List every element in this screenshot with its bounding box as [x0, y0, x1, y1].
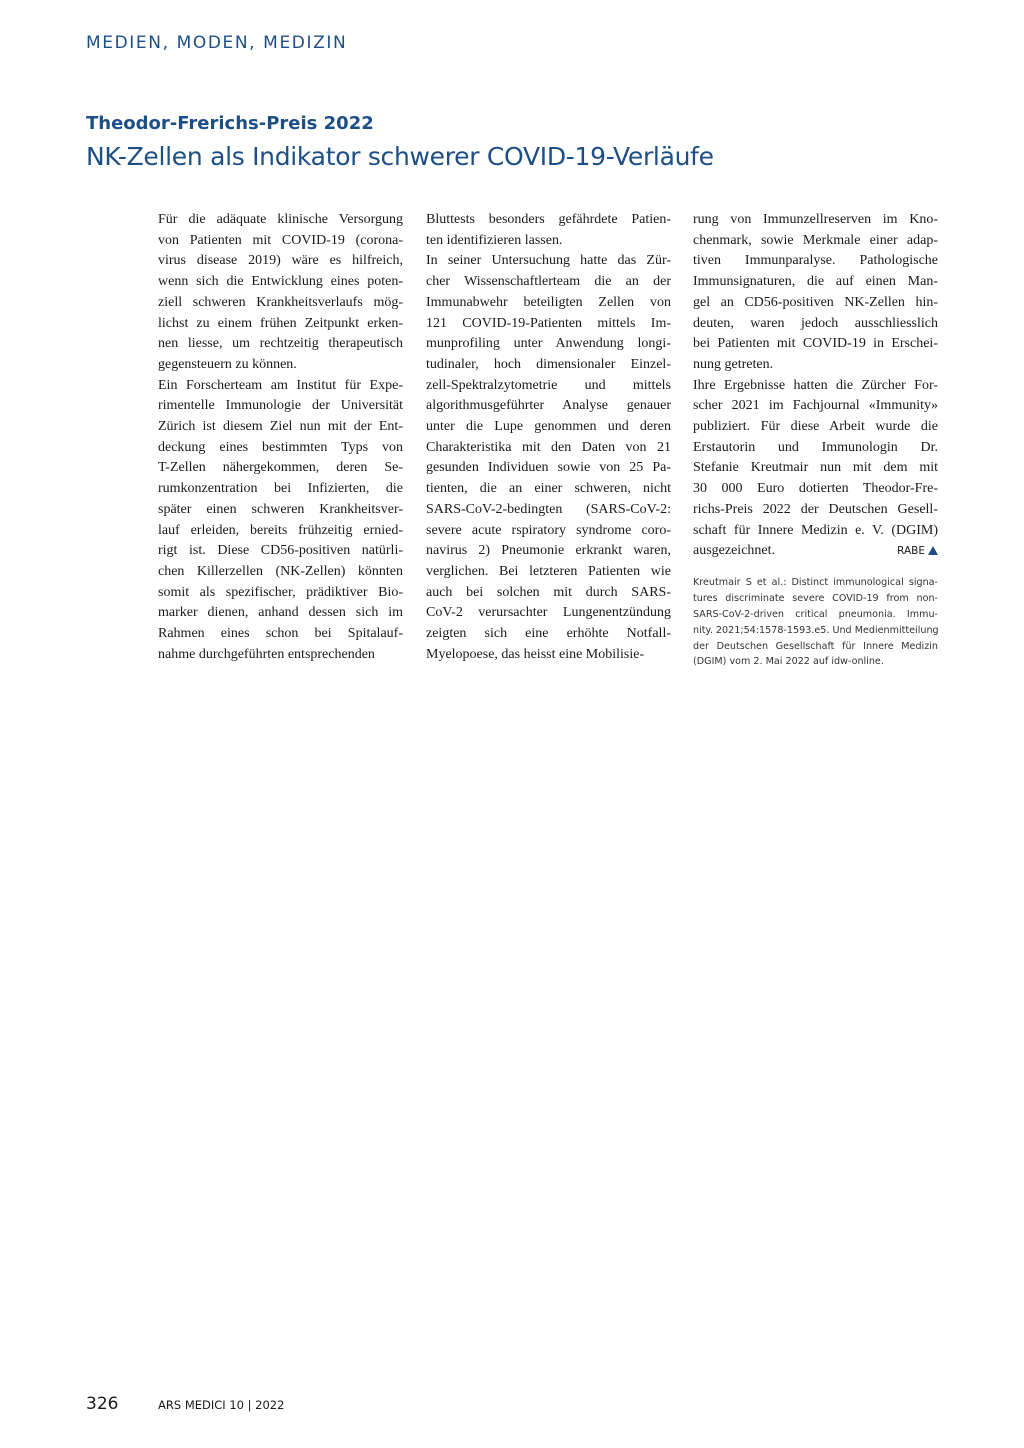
text-line: Für die adäquate klinische Versorgung	[158, 212, 403, 227]
text-line: richs-Preis 2022 der Deutschen Gesell-	[693, 501, 938, 517]
reference-line: der Deutschen Gesellschaft für Innere Medizin	[693, 640, 938, 652]
text-line: nen liesse, um rechtzeitig therapeutisch	[158, 336, 403, 352]
text-line: navirus 2) Pneumonie erkrankt waren,	[426, 543, 671, 559]
text-line: publiziert. Für diese Arbeit wurde die	[693, 419, 938, 435]
reference-line: SARS-CoV-2-driven critical pneumonia. Immu-	[693, 608, 938, 620]
text-line: gegensteuern zu können.	[158, 356, 297, 372]
text-line: verglichen. Bei letzteren Patienten wie	[426, 563, 671, 579]
text-line: schaft für Innere Medizin e. V. (DGIM)	[693, 522, 938, 538]
text-line: chen Killerzellen (NK-Zellen) könnten	[158, 563, 403, 579]
text-line: nung getreten.	[693, 356, 774, 372]
text-line: rung von Immunzellreserven im Kno-	[693, 212, 938, 227]
closing-text: ausgezeichnet.	[693, 543, 776, 559]
text-line: Bluttests besonders gefährdete Patien-	[426, 212, 671, 227]
text-line: CoV-2 verursachter Lungenentzündung	[426, 605, 671, 621]
reference-note	[693, 575, 938, 670]
text-line: Stefanie Kreutmair nun mit dem mit	[693, 460, 938, 476]
reference-line: Kreutmair S et al.: Distinct immunological signa-	[693, 576, 938, 588]
text-line: Myelopoese, das heisst eine Mobilisie-	[426, 646, 645, 662]
text-line: Ein Forscherteam am Institut für Expe-	[158, 377, 403, 393]
text-line: virus disease 2019) wäre es hilfreich,	[158, 253, 403, 269]
author-name: RABE	[897, 545, 925, 558]
text-line: rumkonzentration bei Infizierten, die	[158, 481, 403, 497]
text-line: zeigten sich eine erhöhte Notfall-	[426, 626, 671, 642]
section-label: MEDIEN, MODEN, MEDIZIN	[86, 33, 348, 53]
text-line: zell-Spektralzytometrie und mittels	[426, 377, 671, 393]
text-line: Zürich ist diesem Ziel nun mit der Ent-	[158, 419, 403, 435]
text-line: algorithmusgeführter Analyse genauer	[426, 398, 671, 414]
reference-line: nity. 2021;54:1578-1593.e5. Und Medienmitteilung	[693, 624, 939, 636]
text-line: später einen schweren Krankheitsver-	[158, 501, 403, 517]
text-line: Immunabwehr beteiligten Zellen von	[426, 294, 671, 310]
text-line: lauf erleiden, bereits frühzeitig ernied-	[158, 522, 403, 538]
text-line: nahme durchgeführten entsprechenden	[158, 646, 375, 662]
text-line: ziell schweren Krankheitsverlaufs mög-	[158, 294, 403, 310]
reference-line: tures discriminate severe COVID-19 from non-	[693, 592, 938, 604]
text-line: gel an CD56-positiven NK-Zellen hin-	[693, 294, 938, 310]
text-line: gesunden Individuen sowie von 25 Pa-	[426, 460, 671, 476]
text-line: Ihre Ergebnisse hatten die Zürcher For-	[693, 377, 938, 393]
text-line: 121 COVID-19-Patienten mittels Im-	[426, 315, 671, 331]
text-line: SARS-CoV-2-bedingten (SARS-CoV-2:	[426, 501, 671, 517]
text-line: bei Patienten mit COVID-19 in Erschei-	[693, 336, 938, 352]
text-line: tienten, die an einer schweren, nicht	[426, 481, 671, 497]
text-line: rigt ist. Diese CD56-positiven natürli-	[158, 543, 403, 559]
text-column-2	[426, 210, 671, 665]
text-line: tudinaler, hoch dimensionaler Einzel-	[426, 356, 671, 372]
author-signature	[897, 541, 938, 562]
text-line: T-Zellen nähergekommen, deren Se-	[158, 460, 403, 476]
reference-line: (DGIM) vom 2. Mai 2022 auf idw-online.	[693, 656, 884, 668]
closing-line	[693, 541, 938, 562]
article-title: NK-Zellen als Indikator schwerer COVID-19-Verläufe	[86, 142, 714, 171]
text-line: In seiner Untersuchung hatte das Zür-	[426, 253, 671, 269]
text-line: cher Wissenschaftlerteam die an der	[426, 274, 671, 290]
text-line: marker dienen, anhand dessen sich im	[158, 605, 403, 621]
text-line: chenmark, sowie Merkmale einer adap-	[693, 232, 938, 248]
text-line: tiven Immunparalyse. Pathologische	[693, 253, 938, 269]
text-line: munprofiling unter Anwendung longi-	[426, 336, 671, 352]
text-line: 30 000 Euro dotierten Theodor-Fre-	[693, 481, 938, 497]
text-line: Erstautorin und Immunologin Dr.	[693, 439, 938, 455]
text-line: somit als spezifischer, prädiktiver Bio-	[158, 584, 403, 600]
text-line: wenn sich die Entwicklung eines poten-	[158, 274, 403, 290]
page-number: 326	[86, 1394, 119, 1414]
text-line: von Patienten mit COVID-19 (corona-	[158, 232, 403, 248]
end-triangle-icon	[928, 546, 938, 555]
journal-issue: ARS MEDICI 10 | 2022	[158, 1398, 285, 1412]
text-line: Immunsignaturen, die auf einen Man-	[693, 274, 938, 290]
text-line: deckung eines bestimmten Typs von	[158, 439, 403, 455]
text-line: Rahmen eines schon bei Spitalauf-	[158, 626, 403, 642]
text-line: Charakteristika mit den Daten von 21	[426, 439, 671, 455]
text-line: severe acute rspiratory syndrome coro-	[426, 522, 671, 538]
article-kicker: Theodor-Frerichs-Preis 2022	[86, 113, 374, 134]
text-line: auch bei solchen mit durch SARS-	[426, 584, 671, 600]
text-line: lichst zu einem frühen Zeitpunkt erken-	[158, 315, 403, 331]
text-line: scher 2021 im Fachjournal «Immunity»	[693, 398, 938, 414]
text-line: ten identifizieren lassen.	[426, 232, 563, 248]
text-column-3	[693, 210, 938, 670]
text-column-1	[158, 210, 403, 665]
text-line: deuten, waren jedoch ausschliesslich	[693, 315, 938, 331]
text-line: rimentelle Immunologie der Universität	[158, 398, 403, 414]
text-line: unter die Lupe genommen und deren	[426, 419, 671, 435]
